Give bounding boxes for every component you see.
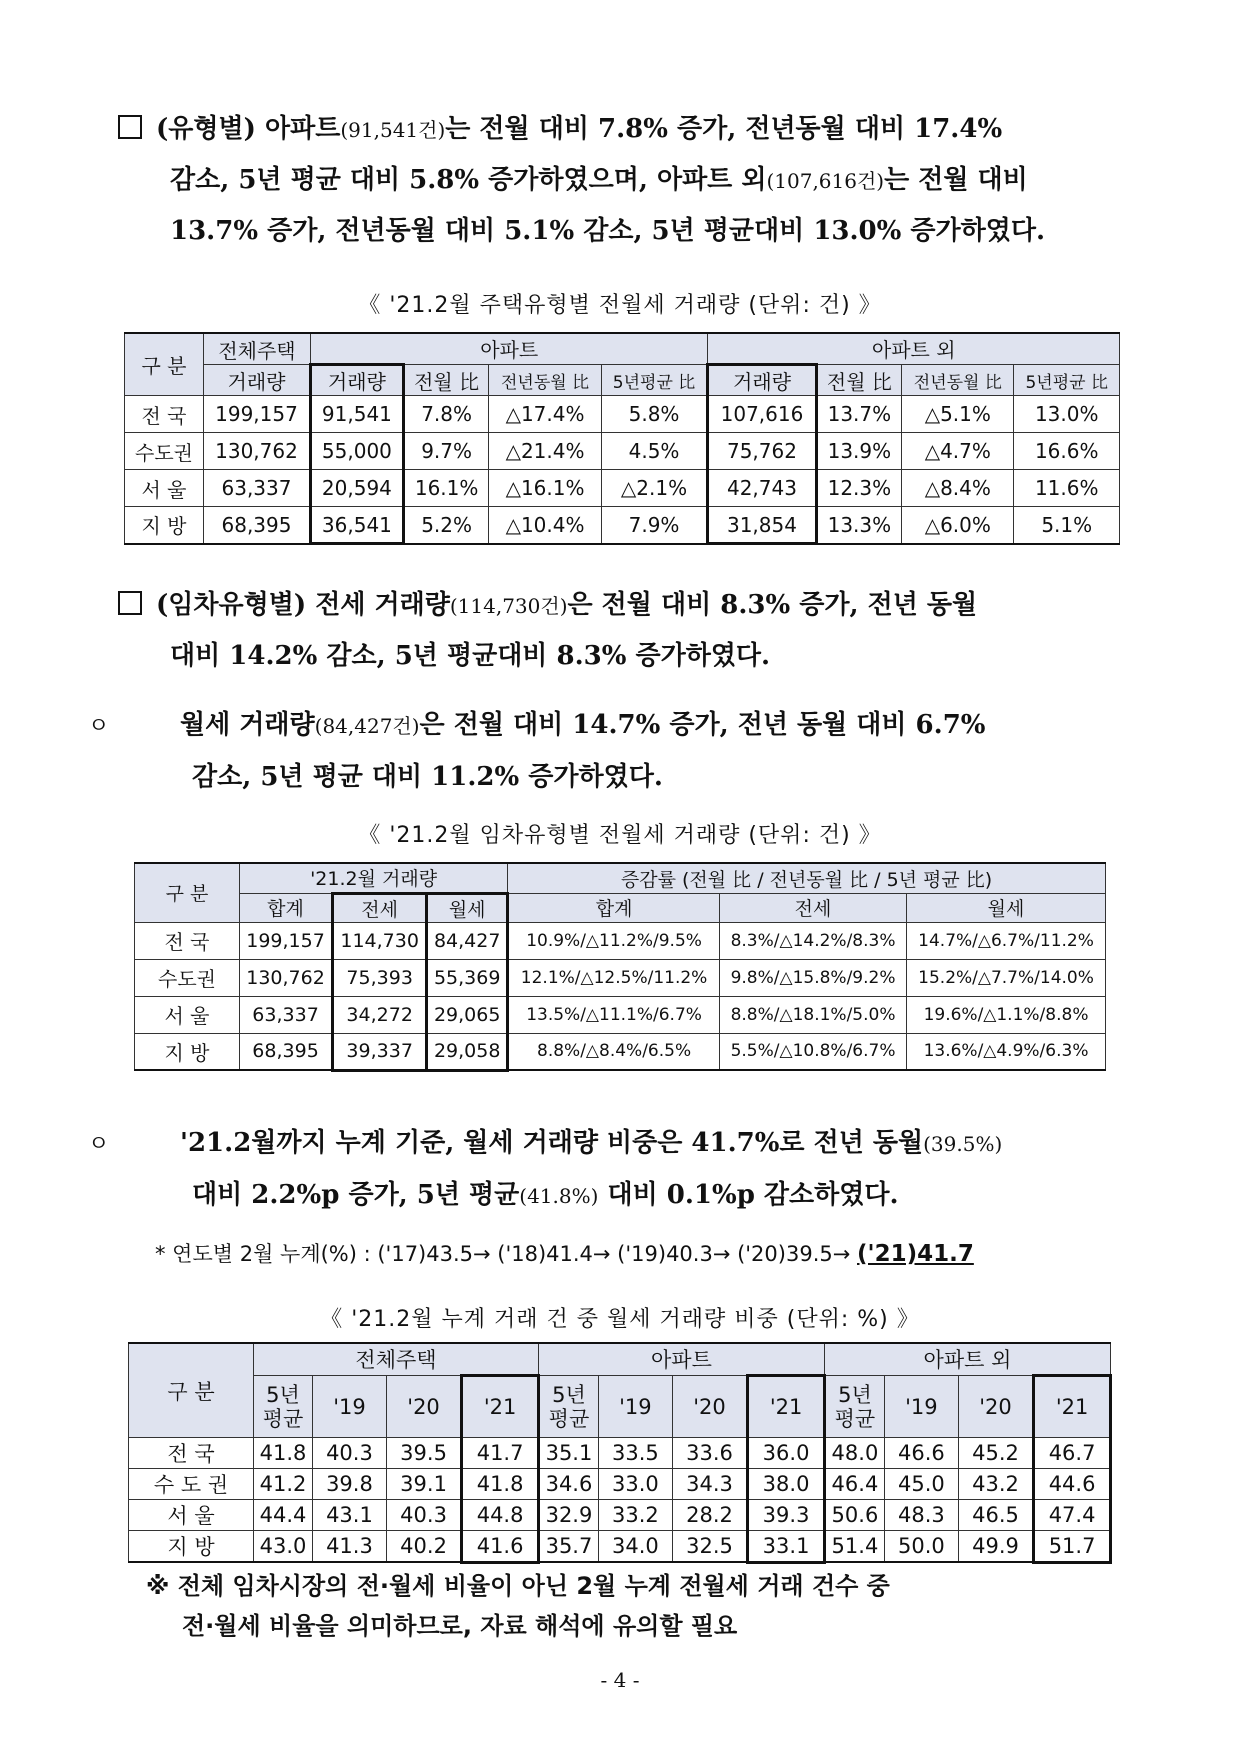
paragraph-monthly-rent: ㅇ 월세 거래량(84,427건)은 전월 대비 14.7% 증가, 전년 동월 대비 6.7% 감소, 5년 평균 대비 11.2% 증가하였다.	[140, 700, 1180, 802]
header-change-rate: 증감률 (전월 比 / 전년동월 比 / 5년 평균 比)	[508, 863, 1106, 893]
cell: 68,395	[204, 507, 311, 544]
cell: 39.8	[313, 1469, 387, 1500]
cell: 29,065	[427, 996, 508, 1033]
header-apartment: 아파트	[538, 1343, 824, 1376]
header-gubun: 구 분	[135, 863, 240, 922]
cell: 41.8	[462, 1469, 539, 1500]
cell: 13.0%	[1014, 396, 1120, 433]
circle-bullet-icon: ㅇ	[88, 1132, 110, 1157]
cell: △17.4%	[489, 396, 601, 433]
row-label: 서 울	[129, 1500, 254, 1531]
row-label: 전 국	[129, 1438, 254, 1469]
cell: 51.4	[824, 1531, 884, 1563]
cell: 4.5%	[601, 433, 708, 470]
cell: 32.9	[538, 1500, 598, 1531]
cell: 34.6	[538, 1469, 598, 1500]
cell: 36,541	[310, 507, 403, 544]
subheader: '20	[386, 1376, 461, 1438]
highlight-value: ('21)41.7	[857, 1241, 974, 1267]
reference-mark-icon: ※	[146, 1572, 170, 1600]
subheader: 월세	[427, 893, 508, 922]
table-row	[135, 996, 1106, 1033]
cell: 13.9%	[816, 433, 902, 470]
table-row	[129, 1500, 1111, 1531]
cell: 13.7%	[816, 396, 902, 433]
cell: 16.6%	[1014, 433, 1120, 470]
cell: 46.7	[1034, 1438, 1111, 1469]
cell: 31,854	[708, 507, 816, 544]
yearly-footnote: * 연도별 2월 누계(%) : ('17)43.5→ ('18)41.4→ ('19)40.3→ ('20)39.5→ ('21)41.7	[155, 1241, 974, 1267]
cell: 34.0	[598, 1531, 672, 1563]
cell: 13.3%	[816, 507, 902, 544]
cell: 130,762	[240, 959, 333, 996]
table-monthly-rent-share	[128, 1342, 1112, 1564]
cell: △8.4%	[902, 470, 1014, 507]
subheader: 합계	[240, 893, 333, 922]
cell: 33.2	[598, 1500, 672, 1531]
cell: 7.8%	[403, 396, 489, 433]
subheader: '19	[598, 1376, 672, 1438]
cell: 48.3	[884, 1500, 958, 1531]
cell: △10.4%	[489, 507, 601, 544]
header-non-apartment: 아파트 외	[708, 333, 1120, 365]
cell: △21.4%	[489, 433, 601, 470]
table-row	[125, 507, 1120, 544]
cell: 33.1	[748, 1531, 825, 1563]
cell: 44.8	[462, 1500, 539, 1531]
checkbox-square-icon	[118, 115, 142, 139]
cell: 84,427	[427, 922, 508, 959]
cell: 15.2%/△7.7%/14.0%	[907, 959, 1106, 996]
table-row	[125, 433, 1120, 470]
table-row	[125, 396, 1120, 433]
cell: 5.2%	[403, 507, 489, 544]
cell: 8.8%/△8.4%/6.5%	[508, 1033, 720, 1070]
cell: 75,393	[333, 959, 427, 996]
header-volume: '21.2월 거래량	[240, 863, 508, 893]
row-label: 수도권	[135, 959, 240, 996]
cell: 42,743	[708, 470, 816, 507]
row-label: 지 방	[129, 1531, 254, 1563]
table-row	[129, 1469, 1111, 1500]
cell: 63,337	[240, 996, 333, 1033]
cell: 75,762	[708, 433, 816, 470]
cell: 29,058	[427, 1033, 508, 1070]
cell: 36.0	[748, 1438, 825, 1469]
cell: 5.1%	[1014, 507, 1120, 544]
cell: 33.5	[598, 1438, 672, 1469]
subheader: 전월 比	[403, 365, 489, 396]
row-label: 서 울	[125, 470, 204, 507]
cell: 46.5	[958, 1500, 1033, 1531]
cell: 41.7	[462, 1438, 539, 1469]
cell: 107,616	[708, 396, 816, 433]
cell: 9.7%	[403, 433, 489, 470]
cell: 14.7%/△6.7%/11.2%	[907, 922, 1106, 959]
row-label: 지 방	[125, 507, 204, 544]
cell: 32.5	[672, 1531, 747, 1563]
cell: 47.4	[1034, 1500, 1111, 1531]
cell: 114,730	[333, 922, 427, 959]
cell: 12.1%/△12.5%/11.2%	[508, 959, 720, 996]
subheader: 전년동월 比	[489, 365, 601, 396]
cell: 45.2	[958, 1438, 1033, 1469]
cell: 8.8%/△18.1%/5.0%	[720, 996, 907, 1033]
cell: 20,594	[310, 470, 403, 507]
row-label: 전 국	[125, 396, 204, 433]
header-apartment: 아파트	[310, 333, 707, 365]
table-housing-type	[124, 332, 1120, 545]
cell: 55,369	[427, 959, 508, 996]
cell: 5.8%	[601, 396, 708, 433]
subheader: 거래량	[310, 365, 403, 396]
cell: 19.6%/△1.1%/8.8%	[907, 996, 1106, 1033]
cell: 33.0	[598, 1469, 672, 1500]
table2-caption: 《 '21.2월 임차유형별 전월세 거래량 (단위: 건) 》	[358, 823, 882, 848]
cell: △6.0%	[902, 507, 1014, 544]
subheader: 거래량	[708, 365, 816, 396]
row-label: 수도권	[125, 433, 204, 470]
cell: 39.3	[748, 1500, 825, 1531]
cell: 50.6	[824, 1500, 884, 1531]
cell: 35.7	[538, 1531, 598, 1563]
cell: 10.9%/△11.2%/9.5%	[508, 922, 720, 959]
cell: 49.9	[958, 1531, 1033, 1563]
cell: 48.0	[824, 1438, 884, 1469]
paragraph-lease-type: (임차유형별) 전세 거래량(114,730건)은 전월 대비 8.3% 증가, 전년 동월 대비 14.2% 감소, 5년 평균대비 8.3% 증가하였다.	[118, 580, 1180, 681]
cell: 9.8%/△15.8%/9.2%	[720, 959, 907, 996]
subheader: 합계	[508, 893, 720, 922]
cell: 13.5%/△11.1%/6.7%	[508, 996, 720, 1033]
cell: 199,157	[240, 922, 333, 959]
cell: 91,541	[310, 396, 403, 433]
cell: 50.0	[884, 1531, 958, 1563]
cell: △16.1%	[489, 470, 601, 507]
cell: 46.4	[824, 1469, 884, 1500]
header-gubun: 구 분	[125, 333, 204, 396]
cell: 13.6%/△4.9%/6.3%	[907, 1033, 1106, 1070]
interpretation-warning: ※ 전체 임차시장의 전·월세 비율이 아닌 2월 누계 전월세 거래 건수 중 전·월세 비율을 의미하므로, 자료 해석에 유의할 필요	[146, 1572, 890, 1640]
table1-caption: 《 '21.2월 주택유형별 전월세 거래량 (단위: 건) 》	[358, 293, 882, 318]
subheader: 전세	[720, 893, 907, 922]
cell: 45.0	[884, 1469, 958, 1500]
header-total-housing: 전체주택	[254, 1343, 539, 1376]
subheader: '21	[462, 1376, 539, 1438]
cell: 43.0	[254, 1531, 313, 1563]
cell: 44.4	[254, 1500, 313, 1531]
cell: 35.1	[538, 1438, 598, 1469]
subheader: 월세	[907, 893, 1106, 922]
cell: 40.3	[386, 1500, 461, 1531]
row-label: 전 국	[135, 922, 240, 959]
subheader: '19	[313, 1376, 387, 1438]
table3-caption: 《 '21.2월 누계 거래 건 중 월세 거래량 비중 (단위: %) 》	[320, 1307, 920, 1332]
page-number: - 4 -	[600, 1668, 640, 1692]
cell: 130,762	[204, 433, 311, 470]
cell: 68,395	[240, 1033, 333, 1070]
subheader: 전세	[333, 893, 427, 922]
cell: 39.5	[386, 1438, 461, 1469]
cell: 63,337	[204, 470, 311, 507]
header-gubun: 구 분	[129, 1343, 254, 1438]
paragraph-cumulative-share: ㅇ '21.2월까지 누계 기준, 월세 거래량 비중은 41.7%로 전년 동월(39.5%) 대비 2.2%p 증가, 5년 평균(41.8%) 대비 0.1%p 감소하였다.	[140, 1118, 1180, 1221]
subheader: '20	[672, 1376, 747, 1438]
subheader: '19	[884, 1376, 958, 1438]
subheader: 5년평균 比	[601, 365, 708, 396]
cell: 43.1	[313, 1500, 387, 1531]
cell: 5.5%/△10.8%/6.7%	[720, 1033, 907, 1070]
cell: 28.2	[672, 1500, 747, 1531]
cell: 39.1	[386, 1469, 461, 1500]
table-row	[135, 959, 1106, 996]
subheader: '21	[748, 1376, 825, 1438]
cell: 11.6%	[1014, 470, 1120, 507]
cell: 12.3%	[816, 470, 902, 507]
header-total-housing: 전체주택	[204, 333, 311, 365]
subheader: '20	[958, 1376, 1033, 1438]
table-row	[129, 1438, 1111, 1469]
table-row	[125, 470, 1120, 507]
paragraph-apartment-type: (유형별) 아파트(91,541건)는 전월 대비 7.8% 증가, 전년동월 대비 17.4% 감소, 5년 평균 대비 5.8% 증가하였으며, 아파트 외(107,616건)는 전월 대비 13.7% 증가, 전년동월 대비 5.1% 감소, 5년 평균대비 13.0% 증가하였다.	[118, 104, 1180, 256]
cell: △4.7%	[902, 433, 1014, 470]
checkbox-square-icon	[118, 591, 142, 615]
circle-bullet-icon: ㅇ	[88, 714, 110, 739]
cell: 8.3%/△14.2%/8.3%	[720, 922, 907, 959]
cell: 41.2	[254, 1469, 313, 1500]
cell: 34.3	[672, 1469, 747, 1500]
cell: 39,337	[333, 1033, 427, 1070]
subheader: 전월 比	[816, 365, 902, 396]
cell: 41.8	[254, 1438, 313, 1469]
cell: 41.6	[462, 1531, 539, 1563]
cell: 34,272	[333, 996, 427, 1033]
subheader: 5년 평균	[254, 1376, 313, 1438]
cell: △2.1%	[601, 470, 708, 507]
cell: 46.6	[884, 1438, 958, 1469]
row-label: 지 방	[135, 1033, 240, 1070]
subheader: '21	[1034, 1376, 1111, 1438]
cell: 33.6	[672, 1438, 747, 1469]
cell: 44.6	[1034, 1469, 1111, 1500]
cell: 7.9%	[601, 507, 708, 544]
table-lease-type	[134, 862, 1106, 1072]
cell: 43.2	[958, 1469, 1033, 1500]
header-non-apartment: 아파트 외	[824, 1343, 1110, 1376]
subheader: 전년동월 比	[902, 365, 1014, 396]
table-row	[135, 1033, 1106, 1070]
cell: 40.3	[313, 1438, 387, 1469]
subheader: 5년평균 比	[1014, 365, 1120, 396]
cell: 55,000	[310, 433, 403, 470]
table-row	[135, 922, 1106, 959]
cell: 41.3	[313, 1531, 387, 1563]
cell: 16.1%	[403, 470, 489, 507]
row-label: 수 도 권	[129, 1469, 254, 1500]
subheader: 거래량	[204, 365, 311, 396]
row-label: 서 울	[135, 996, 240, 1033]
subheader: 5년 평균	[538, 1376, 598, 1438]
table-row	[129, 1531, 1111, 1563]
subheader: 5년 평균	[824, 1376, 884, 1438]
cell: 199,157	[204, 396, 311, 433]
cell: 51.7	[1034, 1531, 1111, 1563]
cell: △5.1%	[902, 396, 1014, 433]
cell: 40.2	[386, 1531, 461, 1563]
cell: 38.0	[748, 1469, 825, 1500]
